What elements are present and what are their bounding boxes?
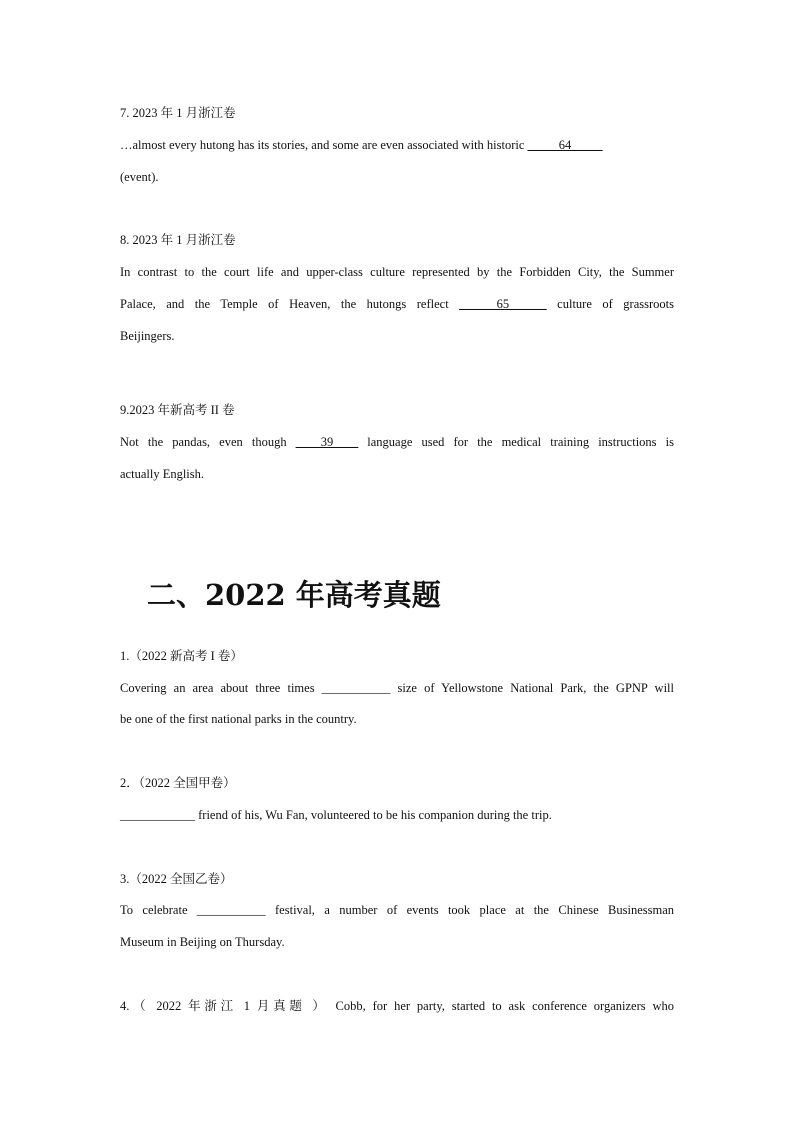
q9-line-2: actually English. xyxy=(120,467,205,481)
q9-text-post: language used for the medical training instructions is xyxy=(358,435,674,449)
q7-line-1 xyxy=(120,137,674,153)
q9-line-1 xyxy=(120,434,674,450)
p3-line-1: To celebrate ___________ festival, a number of events took place at the Chinese Businessman xyxy=(120,903,674,917)
p2-heading: 2．（2022 全国甲卷） xyxy=(120,776,236,790)
q9-blank-39[interactable]: ____39____ xyxy=(295,435,359,449)
q8-text-post: culture of grassroots xyxy=(546,297,674,311)
q8-heading: 8. 2023 年 1 月浙江卷 xyxy=(120,233,236,247)
q9-heading: 9.2023 年新高考 II 卷 xyxy=(120,403,235,417)
p1-heading: 1.（2022 新高考 I 卷） xyxy=(120,649,243,663)
p1-line-2: be one of the first national parks in the country. xyxy=(120,712,357,726)
p4-line-1: 4.（ 2022 年浙江 1 月真题 ） Cobb, for her party, started to ask conference organizers who xyxy=(120,999,674,1013)
q8-text-pre: Palace, and the Temple of Heaven, the hutongs reflect xyxy=(120,297,460,311)
q7-blank-64[interactable]: _____64_____ xyxy=(527,138,603,152)
q8-line-1: In contrast to the court life and upper-class culture represented by the Forbidden City, the Summer xyxy=(120,265,674,279)
q8-line-3: Beijingers. xyxy=(120,329,175,343)
q7-line-2: (event). xyxy=(120,170,159,184)
section-heading: 二、2022 年高考真题 xyxy=(147,578,441,612)
p1-line-1: Covering an area about three times ___________ size of Yellowstone National Park, the GPNP will xyxy=(120,681,674,695)
q8-blank-65[interactable]: ______65______ xyxy=(459,297,547,311)
q8-line-2 xyxy=(120,296,674,312)
q7-heading: 7. 2023 年 1 月浙江卷 xyxy=(120,106,236,120)
q9-text-pre: Not the pandas, even though xyxy=(120,435,296,449)
q7-text: …almost every hutong has its stories, and some are even associated with historic xyxy=(120,138,528,152)
p3-line-2: Museum in Beijing on Thursday. xyxy=(120,935,285,949)
p3-heading: 3.（2022 全国乙卷） xyxy=(120,872,233,886)
p2-line-1: ____________ friend of his, Wu Fan, volunteered to be his companion during the trip. xyxy=(120,808,552,822)
